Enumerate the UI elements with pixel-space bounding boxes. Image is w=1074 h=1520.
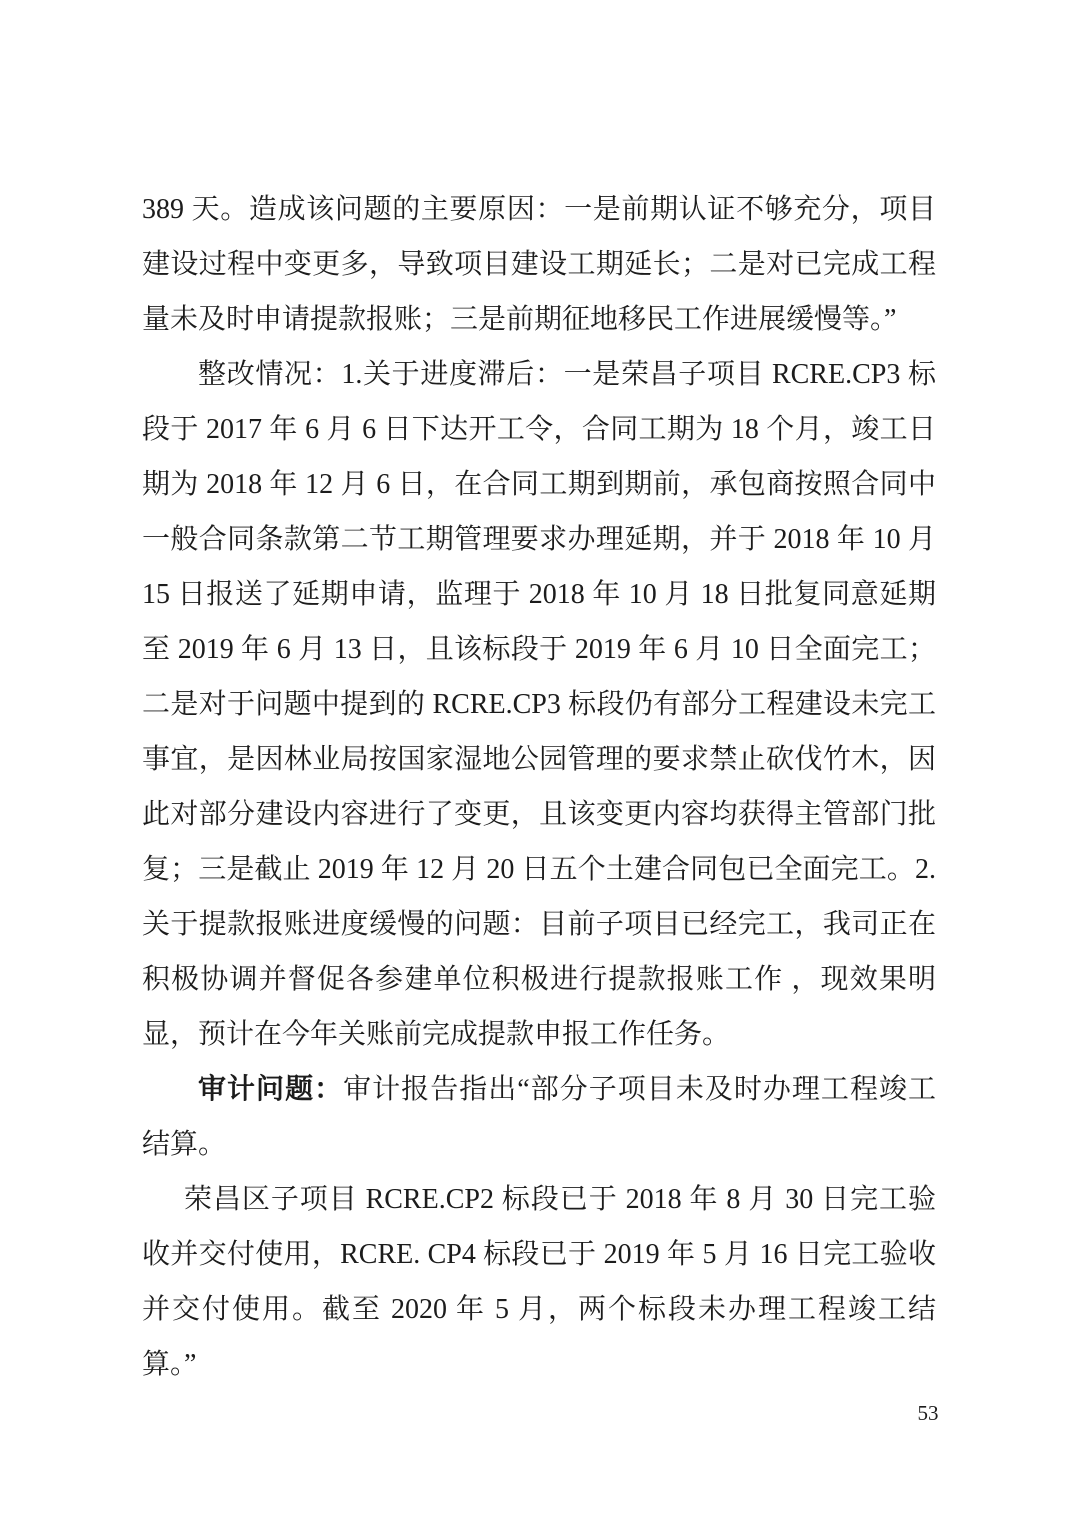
paragraph-text: 389 天。造成该问题的主要原因：一是前期认证不够充分，项目建设过程中变更多，导致项目建设工期延长；二是对已完成工程量未及时申请提款报账；三是前期征地移民工作进展缓慢等。” [142, 194, 936, 335]
page-number: 53 [917, 1401, 939, 1425]
paragraph-text: 1.关于进度滞后：一是荣昌子项目 RCRE.CP3 标段于 2017 年 6 月 6 日下达开工令，合同工期为 18 个月，竣工日期为 2018 年 12 月 6 日，在合同工期到期前，承包商按照合同中一般合同条款第二节工期管理要求办理延期，并于 2018 年 10 月 15 日报送了延期申请，监理于 2018 年 10 月 18 日批复同意延期至 2019 年 6 月 13 日，且该标段于 2019 年 6 月 10 日全面完工；二是对于问题中提到的 RCRE.CP3 标段仍有部分工程建设未完工事宜，是因林业局按国家湿地公园管理的要求禁止砍伐竹木，因此对部分建设内容进行了变更，且该变更内容均获得主管部门批复；三是截止 2019 年 12 月 20 日五个土建合同包已全面完工。2.关于提款报账进度缓慢的问题：目前子项目已经完工，我司正在积极协调并督促各参建单位积极进行提款报账工作 ，现效果明显，预计在今年关账前完成提款申报工作任务。 [142, 359, 936, 1050]
paragraph-text: 审计报告指出“部分子项目未及时办理工程竣工结算。 [142, 1074, 936, 1160]
paragraph-text: 荣昌区子项目 RCRE.CP2 标段已于 2018 年 8 月 30 日完工验收并交付使用，RCRE. CP4 标段已于 2019 年 5 月 16 日完工验收并交付使用。截至 2020 年 5 月，两个标段未办理工程竣工结算。” [142, 1184, 936, 1380]
audit-issue-label: 审计问题： [198, 1074, 344, 1105]
rectification-status-label: 整改情况： [198, 359, 342, 390]
document-body [142, 182, 936, 1392]
paragraph-rectification-status [142, 347, 936, 1062]
paragraph-continuation [142, 182, 936, 347]
paragraph-subproject-detail [142, 1172, 936, 1392]
paragraph-audit-issue [142, 1062, 936, 1172]
